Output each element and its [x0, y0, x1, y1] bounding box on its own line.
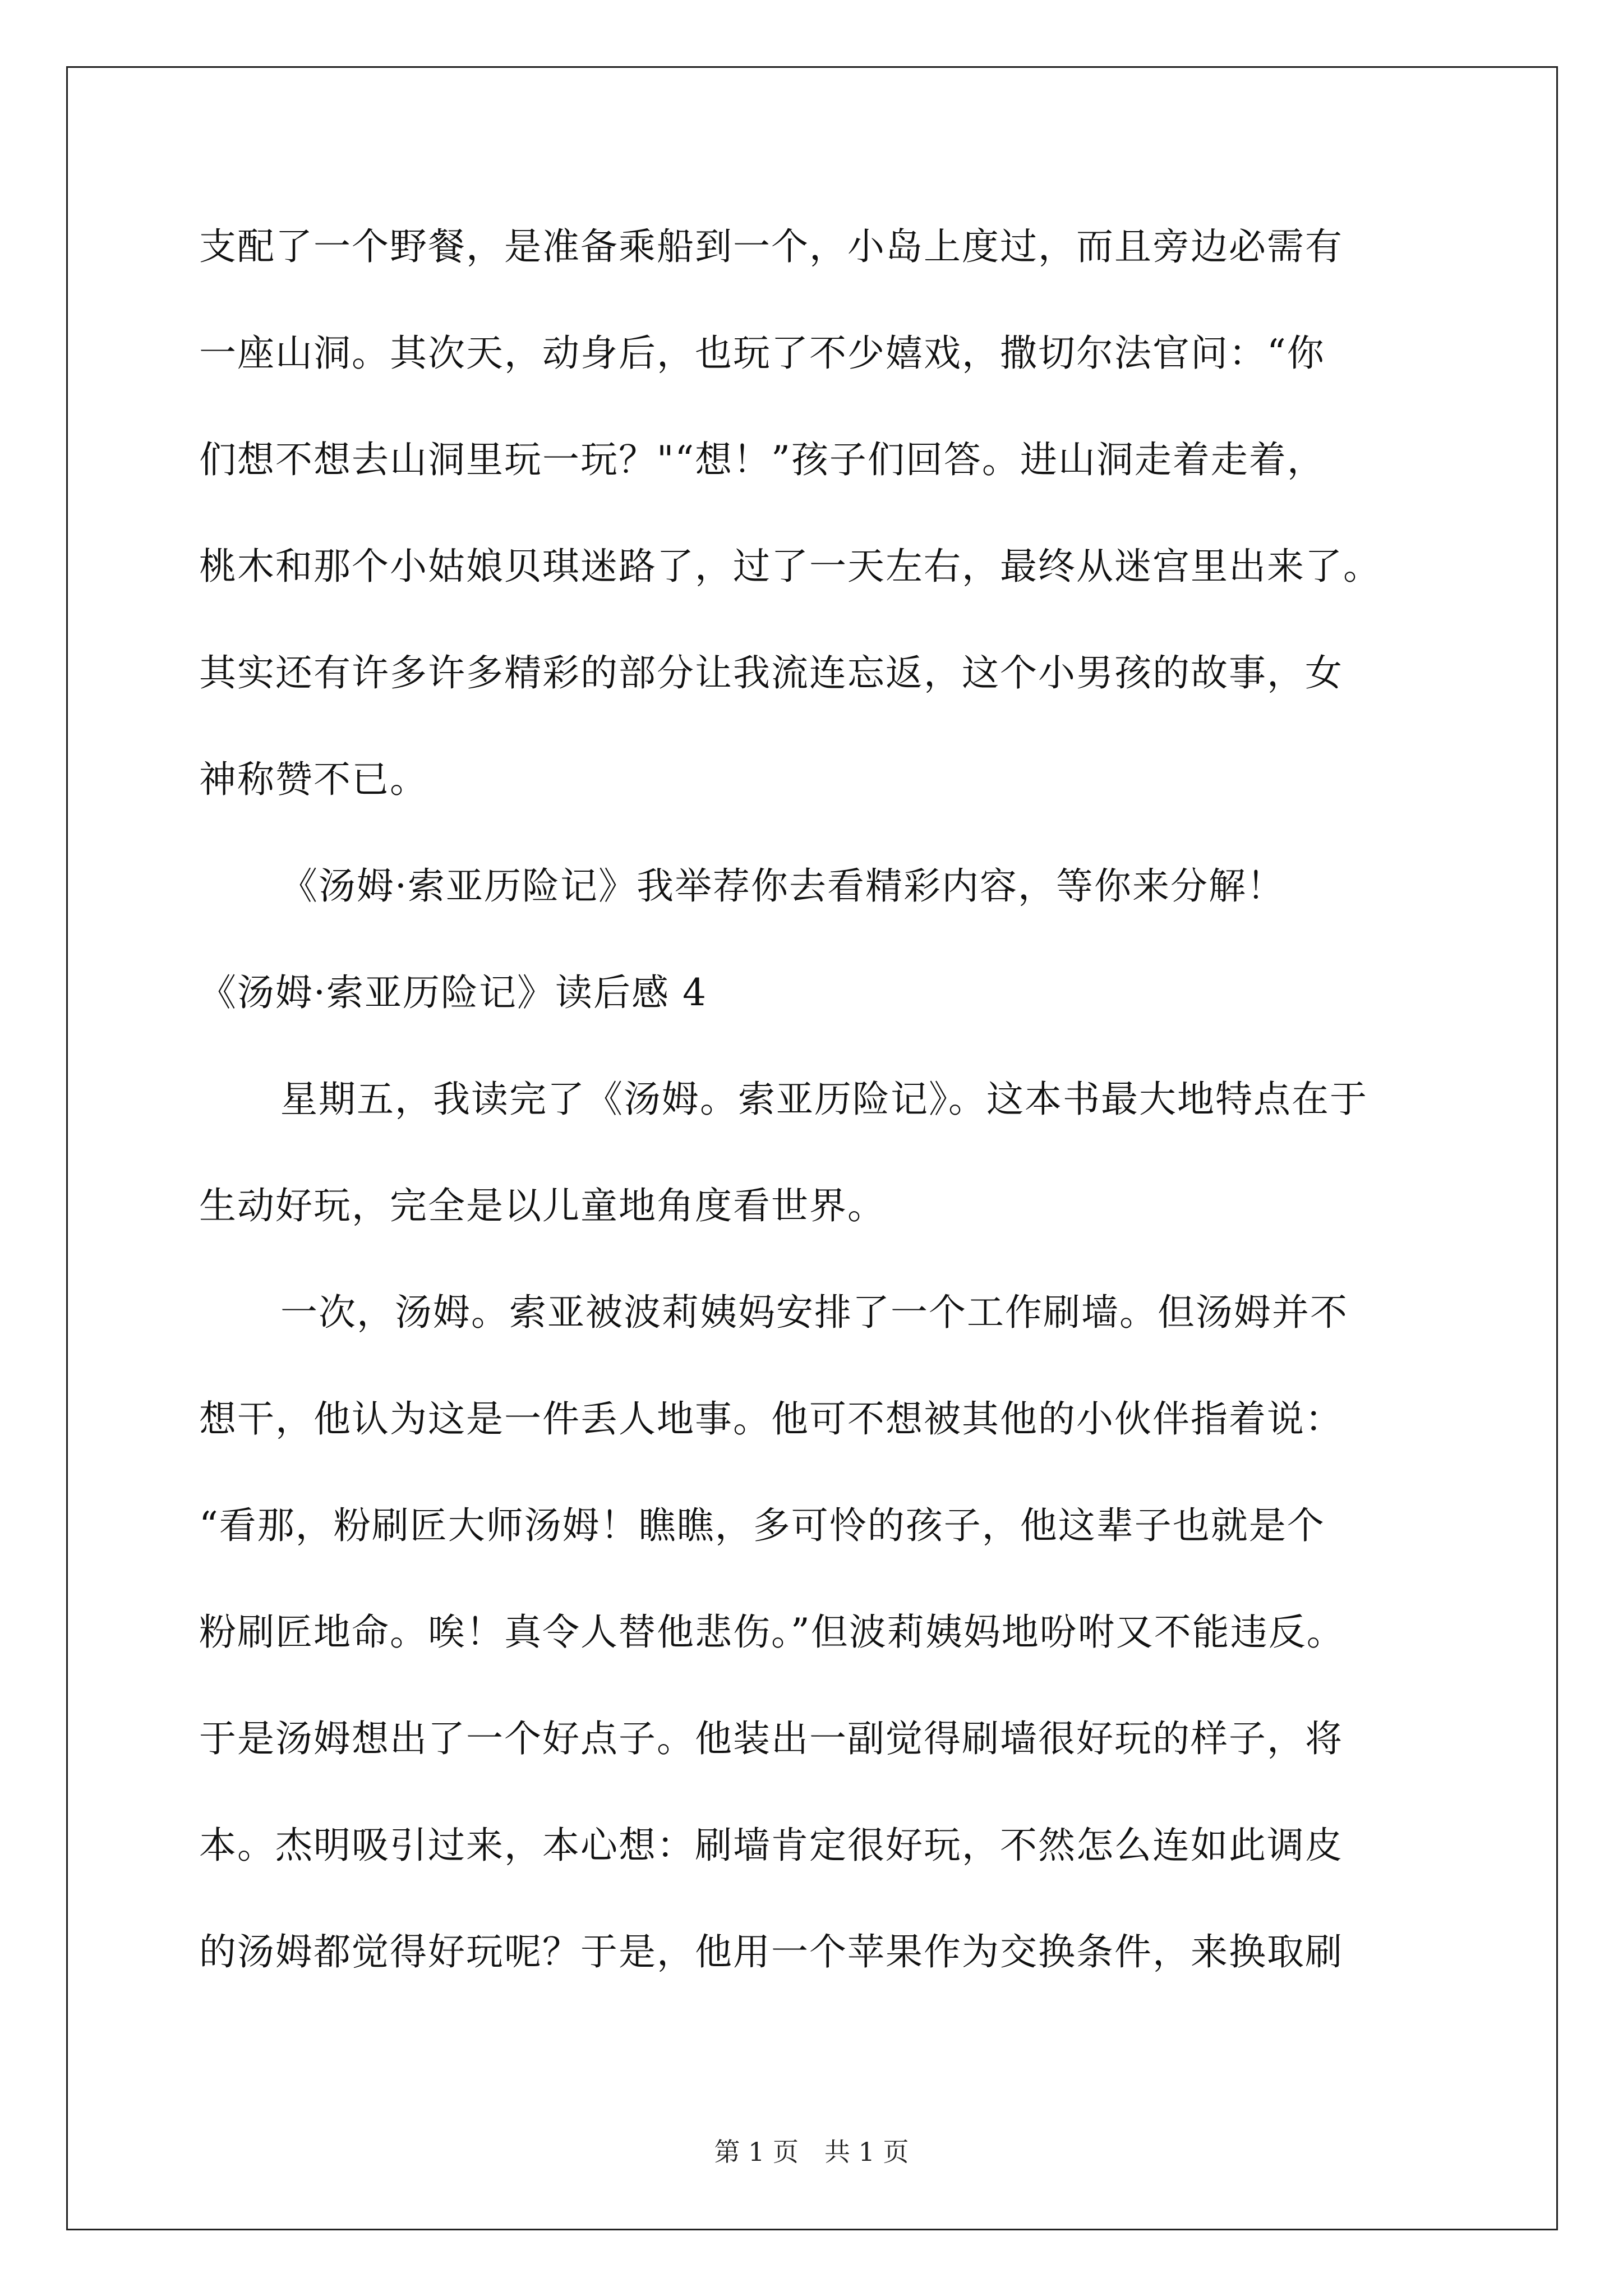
text-line: 星期五，我读完了《汤姆。索亚历险记》。这本书最大地特点在于	[280, 1078, 1368, 1121]
section-heading: 《汤姆·索亚历险记》读后感 4	[199, 971, 707, 1014]
text-line: “看那，粉刷匠大师汤姆！瞧瞧，多可怜的孩子，他这辈子也就是个	[199, 1504, 1325, 1547]
page-border	[66, 66, 1558, 2230]
page-footer	[0, 2136, 1623, 2168]
text-line: 生动好玩，完全是以儿童地角度看世界。	[199, 1184, 886, 1227]
page-total: 共 1 页	[824, 2137, 909, 2167]
text-line: 们想不想去山洞里玩一玩？"“想！”孩子们回答。进山洞走着走着，	[199, 438, 1325, 481]
text-line: 一次，汤姆。索亚被波莉姨妈安排了一个工作刷墙。但汤姆并不	[280, 1291, 1348, 1334]
text-line: 支配了一个野餐，是准备乘船到一个，小岛上度过，而且旁边必需有	[199, 225, 1343, 268]
text-line: 想干，他认为这是一件丢人地事。他可不想被其他的小伙伴指着说：	[199, 1397, 1343, 1441]
text-line: 本。杰明吸引过来，本心想：刷墙肯定很好玩，不然怎么连如此调皮	[199, 1824, 1343, 1867]
text-line: 一座山洞。其次天，动身后，也玩了不少嬉戏，撒切尔法官问：“你	[199, 332, 1325, 375]
text-line: 其实还有许多许多精彩的部分让我流连忘返，这个小男孩的故事，女	[199, 651, 1343, 694]
text-line: 神称赞不已。	[199, 758, 428, 801]
text-line: 粉刷匠地命。唉！真令人替他悲伤。”但波莉姨妈地吩咐又不能违反。	[199, 1611, 1345, 1654]
text-line: 桃木和那个小姑娘贝琪迷路了，过了一天左右，最终从迷宫里出来了。	[199, 545, 1381, 588]
text-line: 的汤姆都觉得好玩呢？于是，他用一个苹果作为交换条件，来换取刷	[199, 1930, 1343, 1973]
text-line: 《汤姆·索亚历险记》我举荐你去看精彩内容，等你来分解！	[280, 864, 1285, 908]
text-line: 于是汤姆想出了一个好点子。他装出一副觉得刷墙很好玩的样子，将	[199, 1717, 1343, 1760]
page-number: 第 1 页	[714, 2137, 799, 2167]
